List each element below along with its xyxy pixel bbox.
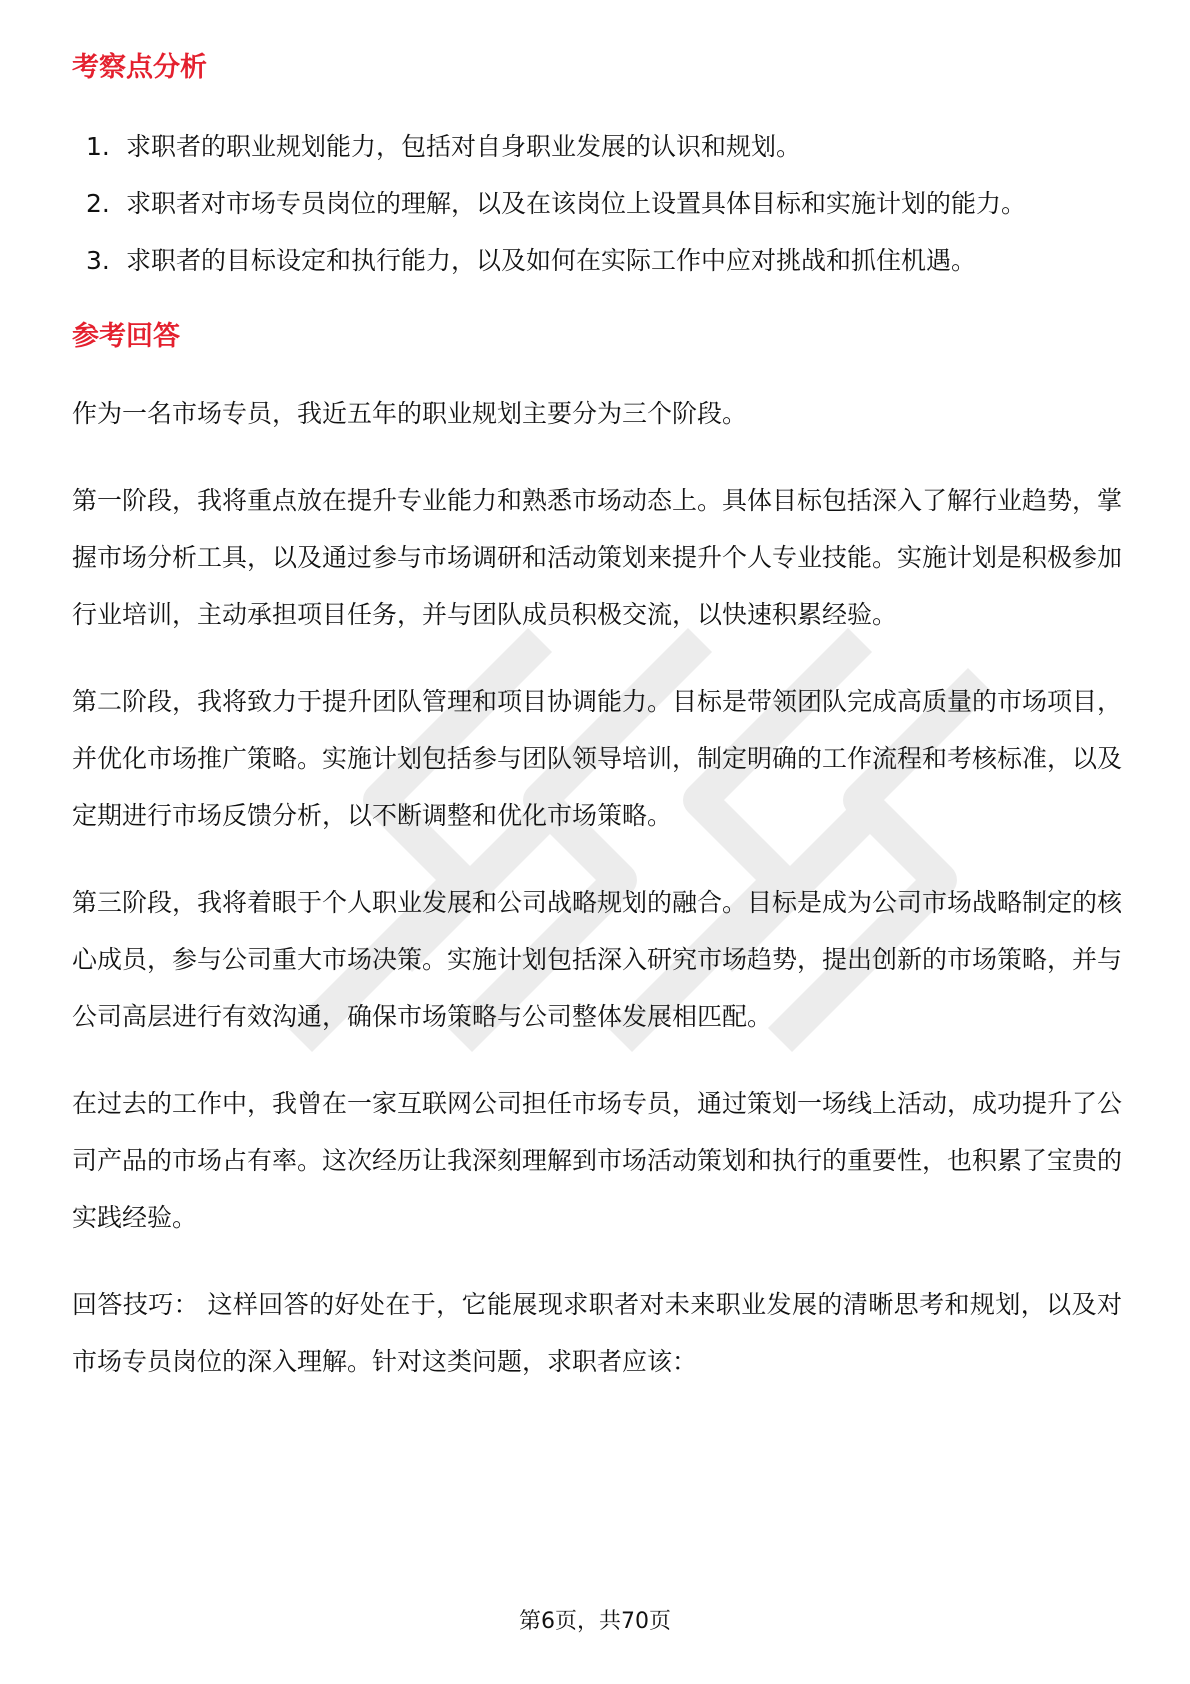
analysis-item <box>72 175 1122 232</box>
page-footer: 第6页，共70页 <box>519 1609 671 1634</box>
answer-paragraph-stage-two: 第二阶段，我将致力于提升团队管理和项目协调能力。目标是带领团队完成高质量的市场项目，并优化市场推广策略。实施计划包括参与团队领导培训，制定明确的工作流程和考核标准，以及定期进行市场反馈分析，以不断调整和优化市场策略。 <box>72 687 1123 830</box>
analysis-section-title: 考察点分析 <box>72 52 207 83</box>
answer-section-title: 参考回答 <box>72 321 180 352</box>
answer-paragraph-experience: 在过去的工作中，我曾在一家互联网公司担任市场专员，通过策划一场线上活动，成功提升了公司产品的市场占有率。这次经历让我深刻理解到市场活动策划和执行的重要性，也积累了宝贵的实践经验。 <box>72 1089 1123 1232</box>
answer-paragraph-stage-three: 第三阶段，我将着眼于个人职业发展和公司战略规划的融合。目标是成为公司市场战略制定的核心成员，参与公司重大市场决策。实施计划包括深入研究市场趋势，提出创新的市场策略，并与公司高层进行有效沟通，确保市场策略与公司整体发展相匹配。 <box>72 888 1123 1031</box>
list-number: 3. <box>86 246 110 275</box>
analysis-list <box>72 118 1122 289</box>
answer-paragraph-intro: 作为一名市场专员，我近五年的职业规划主要分为三个阶段。 <box>72 399 748 428</box>
analysis-item-text: 求职者的职业规划能力，包括对自身职业发展的认识和规划。 <box>126 132 802 161</box>
analysis-item <box>72 232 1122 289</box>
analysis-item <box>72 118 1122 175</box>
list-number: 1. <box>86 132 110 161</box>
analysis-item-text: 求职者的目标设定和执行能力，以及如何在实际工作中应对挑战和抓住机遇。 <box>126 246 977 275</box>
analysis-item-text: 求职者对市场专员岗位的理解，以及在该岗位上设置具体目标和实施计划的能力。 <box>126 189 1027 218</box>
answer-tips-paragraph: 回答技巧： 这样回答的好处在于，它能展现求职者对未来职业发展的清晰思考和规划，以及对市场专员岗位的深入理解。针对这类问题，求职者应该： <box>72 1290 1122 1376</box>
answer-paragraph-stage-one: 第一阶段，我将重点放在提升专业能力和熟悉市场动态上。具体目标包括深入了解行业趋势，掌握市场分析工具，以及通过参与市场调研和活动策划来提升个人专业技能。实施计划是积极参加行业培训，主动承担项目任务，并与团队成员积极交流，以快速积累经验。 <box>72 486 1123 629</box>
content-area <box>72 48 1122 1390</box>
list-number: 2. <box>86 189 110 218</box>
